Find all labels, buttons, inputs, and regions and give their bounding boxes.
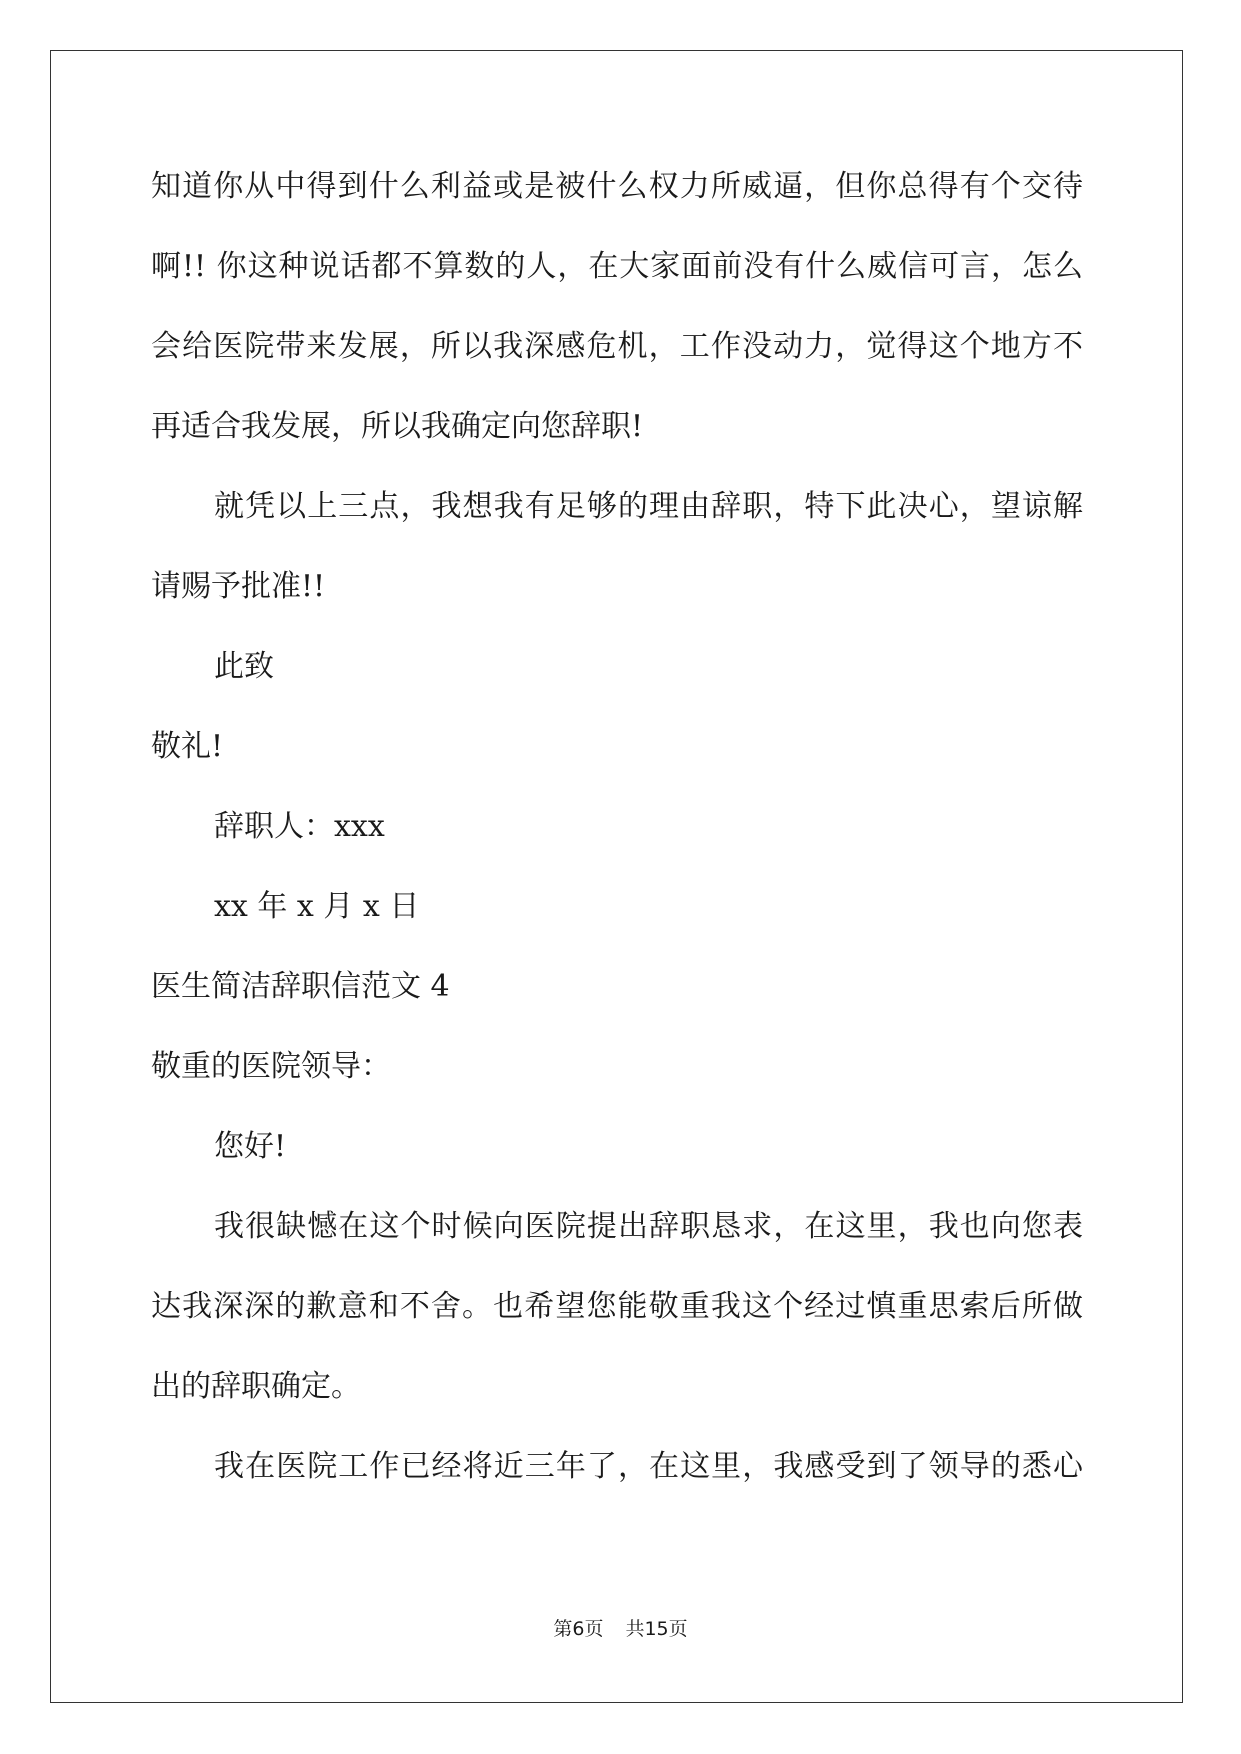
signature-line: 辞职人：xxx — [214, 809, 385, 844]
total-unit: 页 — [668, 1618, 688, 1640]
page-prefix: 第 — [553, 1618, 573, 1640]
date-line: xx 年 x 月 x 日 — [214, 889, 420, 924]
closing-regards: 敬礼! — [151, 729, 224, 764]
text-line: 请赐予批准!! — [151, 569, 326, 604]
paragraph-start-line: 就凭以上三点，我想我有足够的理由辞职，特下此决心，望谅解 — [214, 489, 1083, 524]
text-line: 啊!! 你这种说话都不算数的人，在大家面前没有什么威信可言，怎么 — [151, 249, 1083, 284]
closing-salutation: 此致 — [214, 649, 274, 684]
section-title: 医生简洁辞职信范文 4 — [151, 969, 450, 1004]
text-line: 出的辞职确定。 — [151, 1369, 361, 1404]
text-line: 知道你从中得到什么利益或是被什么权力所威逼，但你总得有个交待 — [151, 169, 1083, 204]
text-line: 会给医院带来发展，所以我深感危机，工作没动力，觉得这个地方不 — [151, 329, 1083, 364]
total-prefix: 共 — [625, 1618, 645, 1640]
greeting-line: 敬重的医院领导： — [151, 1049, 391, 1084]
paragraph-start-line: 我很缺憾在这个时候向医院提出辞职恳求，在这里，我也向您表 — [214, 1209, 1083, 1244]
page-unit: 页 — [584, 1618, 604, 1640]
page-footer — [0, 1617, 1241, 1641]
text-line: 再适合我发展，所以我确定向您辞职! — [151, 409, 644, 444]
hello-line: 您好! — [214, 1129, 287, 1164]
current-page-number: 6 — [572, 1618, 585, 1640]
text-line: 达我深深的歉意和不舍。也希望您能敬重我这个经过慎重思索后所做 — [151, 1289, 1083, 1324]
total-page-number: 15 — [644, 1618, 669, 1640]
paragraph-start-line: 我在医院工作已经将近三年了，在这里，我感受到了领导的悉心 — [214, 1449, 1083, 1484]
